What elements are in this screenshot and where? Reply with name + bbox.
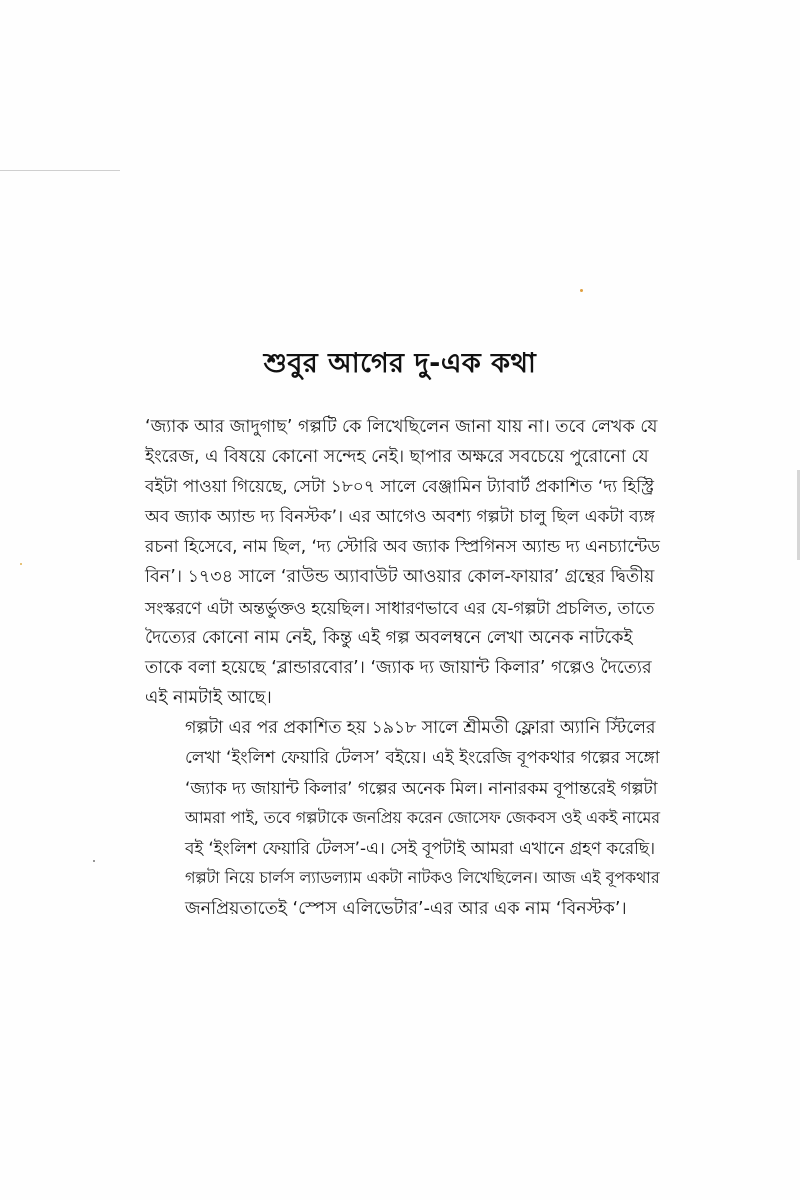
text-line: বইটা পাওয়া গিয়েছে, সেটা ১৮০৭ সালে বেঞ্জামিন ট্যাবার্ট প্রকাশিত ‘দ্য হিস্ট্রি	[145, 477, 655, 498]
scan-speck	[20, 563, 22, 565]
text-line: দৈত্যের কোনো নাম নেই, কিন্তু এই গল্প অবলম্বনে লেখা অনেক নাটকেই	[145, 627, 633, 648]
text-line: এই নামটাই আছে।	[145, 687, 272, 708]
scan-edge-line	[0, 170, 120, 171]
text-line: গল্পটা এর পর প্রকাশিত হয় ১৯১৮ সালে শ্রীমতী ফ্লোরা অ্যানি স্টিলের	[185, 717, 656, 738]
text-line: বই ‘ইংলিশ ফেয়ারি টেলস’-এ। সেই বূপটাই আমরা এখানে গ্রহণ করেছি।	[185, 838, 655, 859]
text-line: সংস্করণে এটা অন্তর্ভুক্তও হয়েছিল। সাধারণভাবে এর যে-গল্পটা প্রচলিত, তাতে	[145, 597, 655, 618]
paragraph-2	[145, 713, 660, 924]
text-line: ‘জ্যাক আর জাদুগাছ’ গল্পটি কে লিখেছিলেন জানা যায় না। তবে লেখক যে	[145, 417, 658, 437]
text-line: জনপ্রিয়তাতেই ‘স্পেস এলিভেটার’-এর আর এক নাম ‘বিনস্টক’।	[185, 898, 627, 919]
scan-speck	[580, 289, 583, 292]
text-line: আমরা পাই, তবে গল্পটাকে জনপ্রিয় করেন জোসেফ জেকবস ওই একই নামের	[185, 808, 660, 828]
paragraph-1	[145, 412, 660, 713]
text-line: অব জ্যাক অ্যান্ড দ্য বিনস্টক’। এর আগেও অবশ্য গল্পটা চালু ছিল একটা ব্যঙ্গ	[145, 507, 655, 528]
page-title: শুবুর আগের দু-এক কথা	[263, 348, 537, 379]
scan-speck	[93, 860, 95, 862]
text-line: গল্পটা নিয়ে চার্লস ল্যাডল্যাম একটা নাটকও লিখেছিলেন। আজ এই বূপকথার	[185, 868, 660, 888]
text-line: ইংরেজ, এ বিষয়ে কোনো সন্দেহ নেই। ছাপার অক্ষরে সবচেয়ে পুরোনো যে	[145, 447, 649, 468]
text-line: তাকে বলা হয়েছে ‘ব্লান্ডারবোর’। ‘জ্যাক দ্য জায়ান্ট কিলার’ গল্পেও দৈত্যের	[145, 657, 652, 678]
text-line: লেখা ‘ইংলিশ ফেয়ারি টেলস’ বইয়ে। এই ইংরেজি বূপকথার গল্পের সঙ্গো	[185, 748, 660, 769]
text-line: বিন’। ১৭৩৪ সালে ‘রাউন্ড অ্যাবাউট আওয়ার কোল-ফায়ার’ গ্রন্থের দ্বিতীয়	[145, 567, 655, 588]
text-line: ‘জ্যাক দ্য জায়ান্ট কিলার’ গল্পের অনেক মিল। নানারকম বূপান্তরেই গল্পটা	[185, 778, 658, 799]
body-text	[145, 412, 660, 924]
text-line: রচনা হিসেবে, নাম ছিল, ‘দ্য স্টোরি অব জ্যাক স্প্রিগিনস অ্যান্ড দ্য এনচ্যান্টেড	[145, 537, 660, 558]
